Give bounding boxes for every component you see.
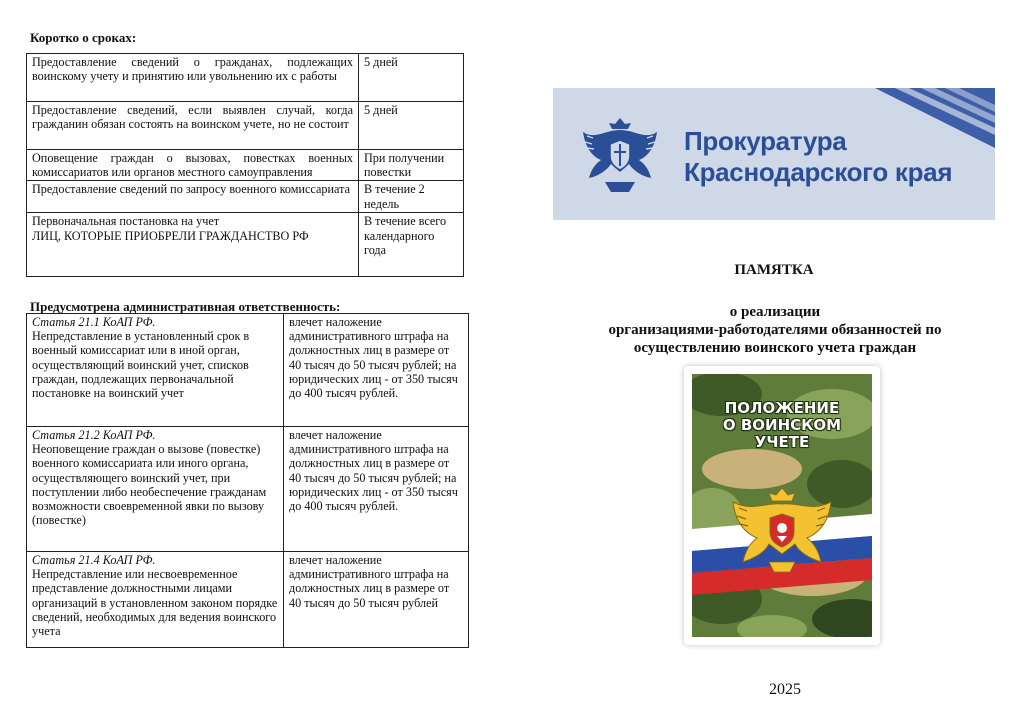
memo-subtitle-line: организациями-работодателями обязанностей по (608, 322, 942, 338)
terms-deadline: 5 дней (359, 102, 464, 150)
terms-description (27, 213, 359, 277)
liability-penalty: влечет наложение административного штрафа на должностных лиц в размере от 40 тысяч до 50 тысяч рублей (284, 552, 469, 648)
memo-title: ПАМЯТКА (734, 262, 814, 278)
prosecutor-banner (553, 88, 995, 220)
terms-heading: Коротко о сроках: (30, 30, 137, 45)
table-row (27, 102, 464, 150)
memo-subtitle-line: о реализации (729, 304, 821, 320)
table-row (27, 427, 469, 552)
article-title: Статья 21.4 КоАП РФ. (32, 553, 156, 567)
article-title: Статья 21.1 КоАП РФ. (32, 315, 156, 329)
terms-description: Предоставление сведений о гражданах, подлежащих воинскому учету и принятию или увольнению их с работы (27, 54, 359, 102)
terms-deadline: В течение всего календарного года (359, 213, 464, 277)
book-title (692, 400, 872, 451)
table-row (27, 314, 469, 427)
article-description: Непредставление в установленный срок в военный комиссариат или в иной орган, осуществляющий воинский учет, списков граждан, подлежащих первоначальной постановке на воинский учет (32, 329, 250, 401)
book-title-line: УЧЕТЕ (754, 433, 810, 451)
table-row (27, 213, 464, 277)
memo-subtitle (540, 303, 1010, 357)
banner-title (684, 126, 952, 188)
double-headed-eagle-icon (727, 486, 837, 586)
terms-description: Предоставление сведений, если выявлен случай, когда гражданин обязан состоять на воинском учете, но не состоит (27, 102, 359, 150)
banner-title-line: Краснодарского края (684, 157, 953, 187)
liability-penalty: влечет наложение административного штрафа на должностных лиц в размере от 40 тысяч до 50 тысяч рублей; на юридических лиц - от 350 тысяч до 400 тысяч рублей. (284, 314, 469, 427)
liability-article-cell (27, 552, 284, 648)
liability-table (26, 313, 469, 648)
terms-description: Предоставление сведений по запросу военного комиссариата (27, 181, 359, 213)
terms-table (26, 53, 464, 277)
liability-article-cell (27, 427, 284, 552)
year: 2025 (769, 681, 801, 698)
terms-deadline: При получении повестки (359, 150, 464, 181)
article-title: Статья 21.2 КоАП РФ. (32, 428, 156, 442)
table-row (27, 150, 464, 181)
article-description: Непредставление или несвоевременное представление должностными лицами организаций в установленном законом порядке сведений, необходимых для ведения воинского учета (32, 567, 278, 639)
terms-deadline: 5 дней (359, 54, 464, 102)
terms-deadline: В течение 2 недель (359, 181, 464, 213)
terms-description-main: Первоначальная постановка на учет (32, 214, 220, 229)
book-cover (684, 366, 880, 645)
liability-heading: Предусмотрена административная ответственность: (30, 299, 341, 314)
book-title-line: О ВОИНСКОМ (722, 416, 842, 434)
terms-description: Оповещение граждан о вызовах, повестках военных комиссариатов или органов местного самоуправления (27, 150, 359, 181)
liability-penalty: влечет наложение административного штрафа на должностных лиц в размере от 40 тысяч до 50 тысяч рублей; на юридических лиц - от 350 тысяч до 400 тысяч рублей. (284, 427, 469, 552)
table-row (27, 54, 464, 102)
banner-title-line: Прокуратура (684, 126, 847, 156)
terms-description-caps: ЛИЦ, КОТОРЫЕ ПРИОБРЕЛИ ГРАЖДАНСТВО РФ (32, 228, 309, 243)
prosecutor-eagle-emblem-icon (575, 112, 665, 200)
table-row (27, 552, 469, 648)
liability-article-cell (27, 314, 284, 427)
article-description: Неоповещение граждан о вызове (повестке) военного комиссариата или иного органа, осуществляющего воинский учет, при поступлении либо необеспечение гражданам возможности своевременной явки по вызову (повестке) (32, 442, 267, 528)
memo-subtitle-line: осуществлению воинского учета граждан (633, 340, 917, 356)
table-row (27, 181, 464, 213)
book-title-line: ПОЛОЖЕНИЕ (724, 399, 840, 417)
